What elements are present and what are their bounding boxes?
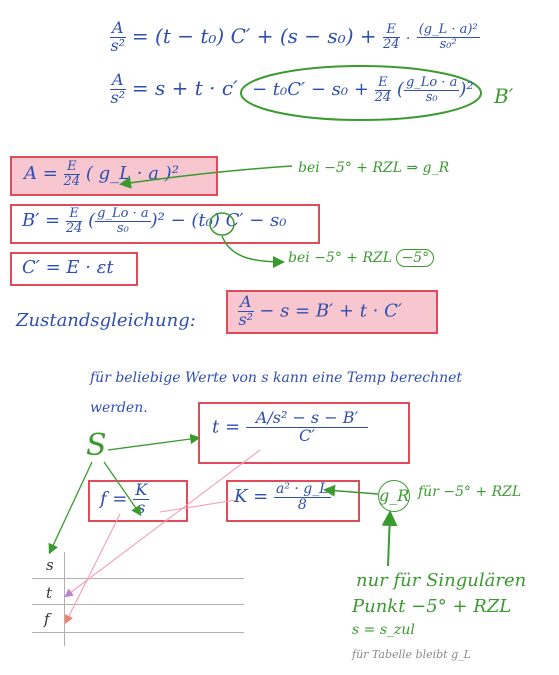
pink-line-k [160, 500, 236, 512]
box-a-e-num: E [64, 160, 81, 175]
gr-symbol: g_R [378, 480, 410, 512]
box-t-den: C′ [299, 425, 315, 445]
green-note-line-2: Punkt −5° + RZL [352, 596, 512, 617]
eq1-rhs: = (t − t₀) C′ + (s − s₀) + [131, 23, 377, 48]
box-b-paren-l: ( [88, 210, 96, 232]
text-line-2: werden. [90, 400, 148, 416]
eq1-dot: · [405, 30, 411, 47]
eq2-paren-l: ( [396, 79, 404, 101]
box-b-tail: − (t₀) C′ − s₀ [170, 210, 287, 232]
arrow-s-to-t [108, 438, 198, 450]
eq2-e-den: 24 [374, 89, 392, 105]
pink-line-t [66, 450, 260, 596]
box-a-e-den: 24 [63, 173, 81, 189]
box-b-paren-r: )² [150, 210, 165, 232]
box-k-num: a² · g_L [276, 481, 329, 497]
eq1-g-den: s₀² [439, 36, 457, 52]
box-t-lhs: t = [212, 416, 241, 438]
box-t-num: A/s² − s − B′ [246, 410, 368, 428]
note-mid-text: bei −5° + RZL [288, 250, 393, 266]
arrow-note-to-a [122, 166, 292, 184]
box-k-den: 8 [297, 496, 307, 513]
box-b-g-den: s₀ [116, 220, 129, 236]
zustand-lhs-den: s² [238, 309, 254, 329]
box-a-lhs: A = [24, 163, 58, 185]
box-f-lhs: f = [100, 488, 128, 510]
eq2-paren-r: )² [459, 79, 474, 101]
eq2-g-den: s₀ [425, 89, 438, 105]
zustand-lhs-num: A [240, 292, 252, 311]
eq1-lhs-num: A [112, 18, 124, 37]
green-note-line-4: für Tabelle bleibt g_L [352, 648, 471, 661]
arrow-t0-to-note [222, 236, 282, 262]
note-top: bei −5° + RZL ⇒ g_R [298, 160, 450, 176]
box-b-g-num: g_Lo · a [97, 206, 149, 221]
text-line-1: für beliebige Werte von s kann eine Temp berechnet [90, 370, 463, 386]
big-s: S [86, 428, 107, 463]
grid-label-t: t [46, 584, 53, 602]
box-c-text: C′ = E · εt [22, 257, 114, 278]
green-note-line-3: s = s_zul [352, 622, 415, 638]
zustand-rhs: − s = B′ + t · C′ [259, 300, 402, 322]
eq1-e-num: E [383, 23, 400, 38]
box-k-lhs: K = [234, 486, 269, 508]
eq2-b-label: B′ [494, 84, 514, 108]
grid-label-s: s [46, 556, 54, 574]
eq1-lhs-den: s² [110, 35, 126, 55]
green-note-line-1: nur für Singulären [356, 570, 527, 591]
t0-circle [210, 213, 234, 235]
eq2-lhs-num: A [112, 70, 124, 89]
eq2-lhs-den: s² [110, 87, 126, 107]
box-f-num: K [135, 480, 148, 499]
grid-label-f: f [44, 610, 50, 628]
eq1-e-den: 24 [382, 36, 400, 52]
arrow-s-to-f [104, 462, 140, 514]
box-b-e-den: 24 [65, 220, 83, 236]
box-a-expr: ( g_L · a )² [85, 163, 179, 185]
box-f-den: s [137, 497, 146, 517]
eq2-rhs-b: − t₀C′ − s₀ + [252, 79, 369, 101]
eq1-g-num: (g_L · a)² [418, 22, 478, 38]
eq2-rhs-a: = s + t · c′ [131, 75, 238, 100]
note-mid-value: −5° [396, 249, 434, 267]
arrow-note-to-gr [388, 514, 390, 566]
arrow-s-to-grid [50, 462, 92, 552]
box-b-e-num: E [66, 207, 83, 222]
arrow-gr-to-k [326, 490, 378, 494]
pink-line-f [66, 514, 120, 622]
gr-note: für −5° + RZL [418, 484, 522, 500]
zustand-label: Zustandsgleichung: [16, 310, 196, 331]
eq2-g-num: g_Lo · a [405, 75, 458, 90]
box-b-lhs: B′ = [22, 210, 61, 232]
eq2-e-num: E [375, 76, 392, 91]
